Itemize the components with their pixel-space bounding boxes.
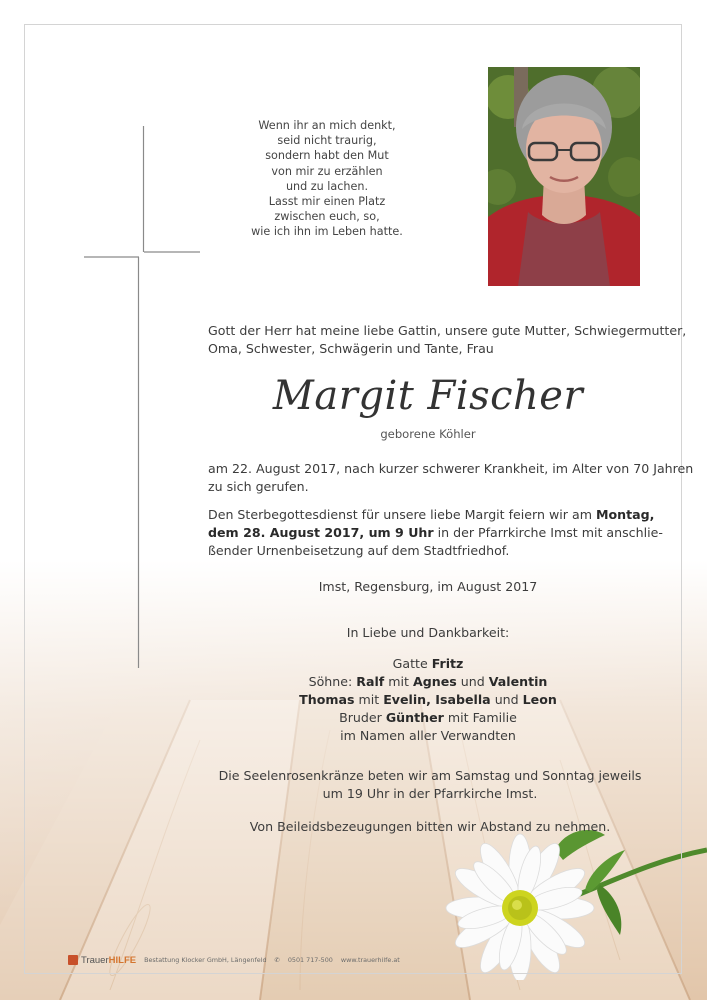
logo-text-accent: HILFE [108, 954, 137, 966]
poem-line: zwischen euch, so, [274, 210, 380, 224]
poem-line: seid nicht traurig, [277, 134, 377, 148]
intro-line: Oma, Schwester, Schwägerin und Tante, Frau [208, 341, 494, 356]
footer [68, 953, 400, 967]
label: mit [384, 674, 413, 689]
poem-line: wie ich ihn im Leben hatte. [251, 225, 403, 239]
poem-line: Lasst mir einen Platz [268, 195, 386, 209]
phone-icon: ✆ [274, 956, 280, 964]
son2-line [208, 691, 648, 709]
brother-line [208, 709, 648, 727]
mourner-name: Evelin, Isabella [383, 692, 491, 707]
label: und [490, 692, 523, 707]
rosary-line: Die Seelenrosenkränze beten wir am Samstag und Sonntag jeweils [218, 768, 642, 783]
funeral-service-info [208, 506, 663, 560]
service-text: Den Sterbegottesdienst für unsere liebe Margit feiern wir am [208, 507, 596, 522]
mourner-name: Fritz [431, 656, 464, 671]
service-text: in der Pfarrkirche Imst mit anschlie- [433, 525, 663, 540]
mourner-name: Günther [385, 710, 444, 725]
mourner-name: Valentin [488, 674, 548, 689]
label: mit [354, 692, 384, 707]
service-date-time: dem 28. August 2017, um 9 Uhr [208, 525, 434, 540]
mourner-name: Thomas [299, 692, 355, 707]
logo-text: Trauer [81, 954, 109, 966]
label: Söhne: [308, 674, 357, 689]
label: und [456, 674, 489, 689]
daisy-flower-icon [415, 820, 707, 980]
relatives-line: im Namen aller Verwandten [340, 728, 516, 743]
label: mit Familie [443, 710, 517, 725]
poem-line: Wenn ihr an mich denkt, [258, 119, 396, 132]
label: Bruder [339, 710, 386, 725]
sons-line [208, 673, 648, 691]
service-day: Montag, [595, 507, 655, 522]
gratitude-heading: In Liebe und Dankbarkeit: [346, 625, 510, 640]
mourner-name: Leon [522, 692, 557, 707]
mourner-name: Ralf [356, 674, 385, 689]
mourner-name: Agnes [412, 674, 457, 689]
mourners-list [208, 655, 648, 745]
death-notice [208, 460, 694, 496]
intro-text [208, 322, 687, 358]
death-line: am 22. August 2017, nach kurzer schwerer Krankheit, im Alter von 70 Jahren [208, 461, 694, 476]
spouse-line [208, 655, 648, 673]
memorial-poem [222, 118, 432, 240]
portrait-photo [488, 67, 640, 286]
rosary-line: um 19 Uhr in der Pfarrkirche Imst. [322, 786, 538, 801]
birth-name: geborene Köhler [380, 427, 476, 441]
place-date: Imst, Regensburg, im August 2017 [318, 579, 538, 594]
service-text: ßender Urnenbeisetzung auf dem Stadtfriedhof. [208, 543, 510, 558]
poem-line: von mir zu erzählen [271, 164, 383, 178]
rosary-info [180, 767, 680, 803]
intro-line: Gott der Herr hat meine liebe Gattin, unsere gute Mutter, Schwiegermutter, [208, 323, 687, 338]
logo-mark-icon [68, 955, 78, 965]
deceased-name: Margit Fischer [272, 373, 584, 419]
website-link[interactable]: www.trauerhilfe.at [340, 956, 400, 964]
death-line: zu sich gerufen. [208, 479, 309, 494]
trauerhilfe-logo [68, 955, 136, 966]
label: Gatte [392, 656, 432, 671]
company-name: Bestattung Klocker GmbH, Längenfeld [144, 956, 267, 964]
poem-line: und zu lachen. [285, 179, 369, 193]
condolence-note: Von Beileidsbezeugungen bitten wir Abstand zu nehmen. [249, 819, 611, 834]
phone-number: 0501 717-500 [287, 956, 333, 964]
poem-line: sondern habt den Mut [265, 149, 389, 163]
